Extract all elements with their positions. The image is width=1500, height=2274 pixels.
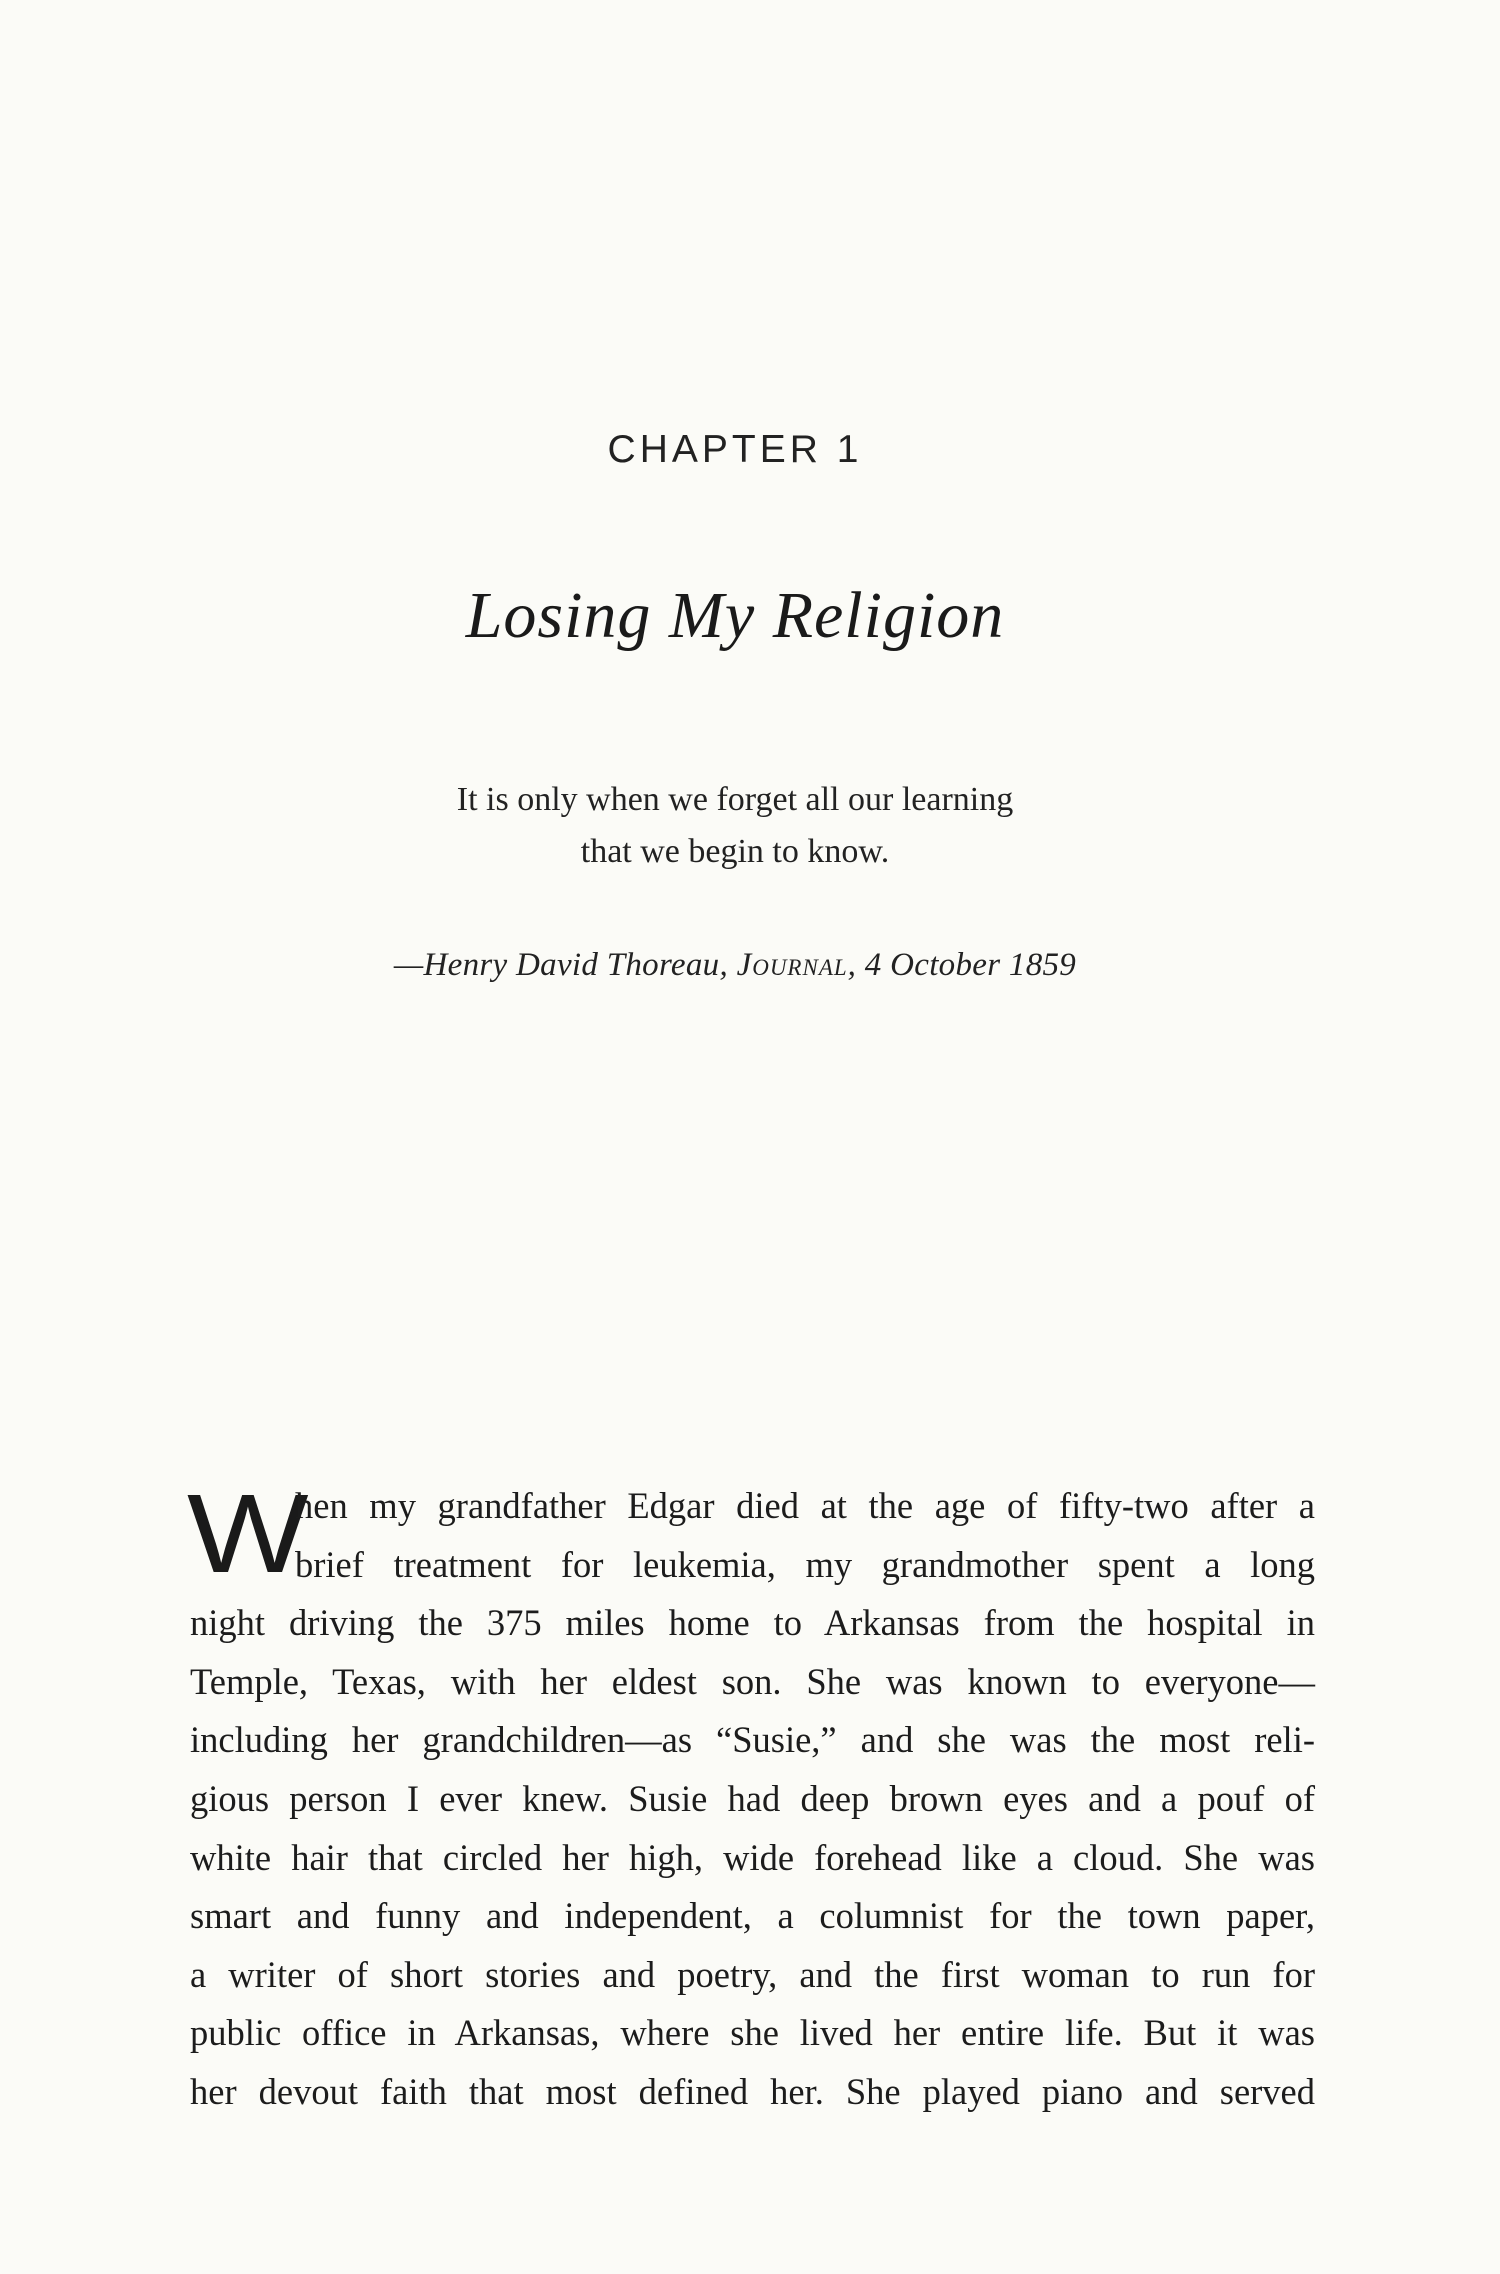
paragraph-line: night driving the 375 miles home to Arkansas from the hospital in bbox=[190, 1602, 1315, 1644]
paragraph-line: gious person I ever knew. Susie had deep brown eyes and a pouf of bbox=[190, 1777, 1315, 1819]
chapter-title: Losing My Religion bbox=[465, 579, 1005, 652]
epigraph-line: that we begin to know. bbox=[580, 833, 890, 870]
paragraph-line: public office in Arkansas, where she lived her entire life. But it was bbox=[190, 2012, 1315, 2054]
attribution-date: , 4 October 1859 bbox=[847, 947, 1077, 983]
drop-cap: W bbox=[187, 1471, 309, 1596]
chapter-label: CHAPTER 1 bbox=[607, 428, 863, 471]
paragraph-line: white hair that circled her high, wide forehead like a cloud. She was bbox=[190, 1836, 1315, 1878]
attribution-author: —Henry David Thoreau, bbox=[393, 947, 737, 983]
epigraph-line: It is only when we forget all our learning bbox=[456, 781, 1014, 818]
paragraph-line: smart and funny and independent, a columnist for the town paper, bbox=[190, 1895, 1315, 1937]
body-paragraph bbox=[190, 1477, 1315, 2122]
epigraph bbox=[0, 774, 1470, 878]
paragraph-line: her devout faith that most defined her. She played piano and served bbox=[190, 2070, 1315, 2112]
paragraph-line: Temple, Texas, with her eldest son. She was known to everyone— bbox=[190, 1660, 1315, 1702]
paragraph-line: brief treatment for leukemia, my grandmother spent a long bbox=[295, 1543, 1315, 1585]
paragraph-line: a writer of short stories and poetry, and the first woman to run for bbox=[190, 1953, 1315, 1995]
attribution-work: Journal bbox=[736, 947, 848, 983]
epigraph-attribution bbox=[0, 947, 1470, 984]
paragraph-line: including her grandchildren—as “Susie,” and she was the most reli- bbox=[190, 1719, 1315, 1761]
paragraph-line: hen my grandfather Edgar died at the age of fifty-two after a bbox=[295, 1485, 1315, 1526]
